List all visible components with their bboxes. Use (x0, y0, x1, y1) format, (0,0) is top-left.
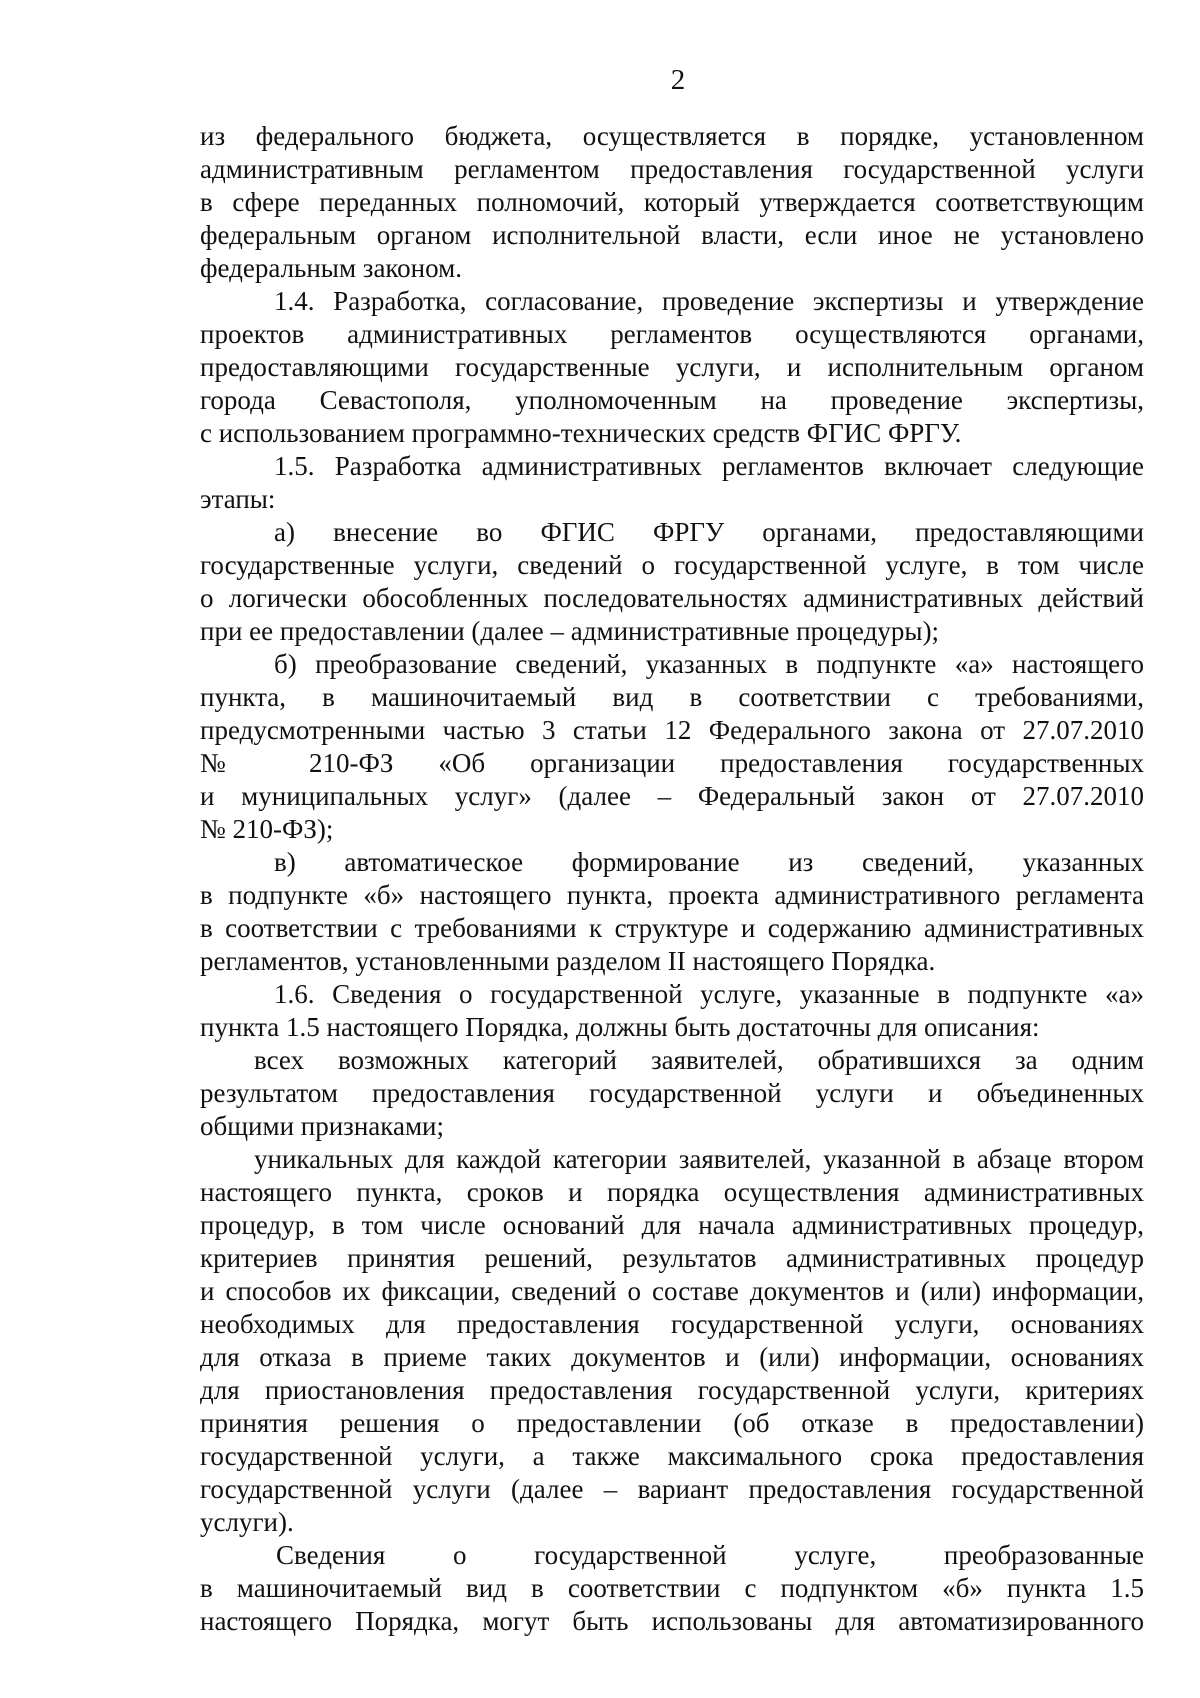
text-line: для приостановления предоставления государственной услуги, критериях (200, 1375, 1144, 1405)
text-line: в подпункте «б» настоящего пункта, проекта административного регламента (200, 880, 1144, 910)
paragraph (200, 1143, 1144, 1539)
text-line: 1.4. Разработка, согласование, проведение экспертизы и утверждение (274, 286, 1144, 316)
text-line: при ее предоставлении (далее – административные процедуры); (200, 616, 940, 646)
paragraph (200, 1539, 1144, 1638)
text-line: государственной услуги (далее – вариант предоставления государственной (200, 1474, 1144, 1504)
text-line: необходимых для предоставления государственной услуги, основаниях (200, 1309, 1144, 1339)
paragraph (200, 516, 1144, 648)
paragraph (200, 846, 1144, 978)
text-line: результатом предоставления государственной услуги и объединенных (200, 1078, 1144, 1108)
text-line: настоящего Порядка, могут быть использованы для автоматизированного (200, 1606, 1144, 1636)
text-line: федеральным органом исполнительной власти, если иное не установлено (200, 220, 1144, 250)
paragraph (200, 648, 1144, 846)
paragraph (200, 285, 1144, 450)
text-line: 1.6. Сведения о государственной услуге, указанные в подпункте «а» (274, 979, 1144, 1009)
text-line: с использованием программно-технических средств ФГИС ФРГУ. (200, 418, 962, 448)
text-line: из федерального бюджета, осуществляется в порядке, установленном (200, 121, 1144, 151)
text-line: № 210-ФЗ «Об организации предоставления государственных (200, 748, 1144, 778)
text-line: федеральным законом. (200, 253, 462, 283)
text-line: Сведения о государственной услуге, преобразованные (276, 1540, 1144, 1570)
text-line: государственные услуги, сведений о государственной услуге, в том числе (200, 550, 1144, 580)
text-line: уникальных для каждой категории заявителей, указанной в абзаце втором (254, 1144, 1144, 1174)
text-line: в сфере переданных полномочий, который утверждается соответствующим (200, 187, 1144, 217)
text-line: № 210-ФЗ); (200, 814, 334, 844)
text-line: принятия решения о предоставлении (об отказе в предоставлении) (200, 1408, 1144, 1438)
text-line: предоставляющими государственные услуги, и исполнительным органом (200, 352, 1144, 382)
text-line: процедур, в том числе оснований для начала административных процедур, (200, 1210, 1144, 1240)
text-line: в) автоматическое формирование из сведений, указанных (274, 847, 1144, 877)
text-line: всех возможных категорий заявителей, обратившихся за одним (254, 1045, 1144, 1075)
paragraph (200, 1044, 1144, 1143)
text-line: для отказа в приеме таких документов и (или) информации, основаниях (200, 1342, 1144, 1372)
paragraph (200, 978, 1144, 1044)
text-line: регламентов, установленными разделом II настоящего Порядка. (200, 946, 936, 976)
text-line: общими признаками; (200, 1111, 444, 1141)
text-line: административным регламентом предоставления государственной услуги (200, 154, 1144, 184)
text-line: настоящего пункта, сроков и порядка осуществления административных (200, 1177, 1144, 1207)
paragraph (200, 450, 1144, 516)
text-line: и муниципальных услуг» (далее – Федеральный закон от 27.07.2010 (200, 781, 1144, 811)
text-line: в соответствии с требованиями к структуре и содержанию административных (200, 913, 1144, 943)
text-line: а) внесение во ФГИС ФРГУ органами, предоставляющими (274, 517, 1144, 547)
text-line: услуги). (200, 1507, 294, 1537)
text-line: критериев принятия решений, результатов административных процедур (200, 1243, 1144, 1273)
text-line: и способов их фиксации, сведений о составе документов и (или) информации, (200, 1276, 1144, 1306)
text-line: в машиночитаемый вид в соответствии с подпунктом «б» пункта 1.5 (200, 1573, 1144, 1603)
text-line: этапы: (200, 484, 276, 514)
text-line: пункта, в машиночитаемый вид в соответствии с требованиями, (200, 682, 1144, 712)
text-line: 1.5. Разработка административных регламентов включает следующие (274, 451, 1144, 481)
text-line: о логически обособленных последовательностях административных действий (200, 583, 1144, 613)
text-line: государственной услуги, а также максимального срока предоставления (200, 1441, 1144, 1471)
page-number: 2 (670, 64, 686, 96)
text-line: б) преобразование сведений, указанных в подпункте «а» настоящего (274, 649, 1144, 679)
paragraph (200, 120, 1144, 285)
text-line: города Севастополя, уполномоченным на проведение экспертизы, (200, 385, 1144, 415)
text-line: проектов административных регламентов осуществляются органами, (200, 319, 1144, 349)
text-line: пункта 1.5 настоящего Порядка, должны быть достаточны для описания: (200, 1012, 1040, 1042)
text-line: предусмотренными частью 3 статьи 12 Федерального закона от 27.07.2010 (200, 715, 1144, 745)
